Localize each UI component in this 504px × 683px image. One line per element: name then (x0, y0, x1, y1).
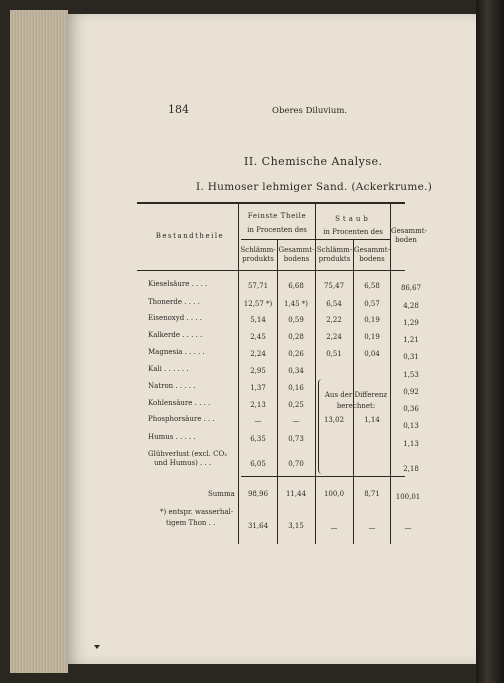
header-text: Gesammt- (278, 246, 315, 254)
cell-staub-schlaemm: 2,24 (326, 333, 342, 341)
cell-feinste-schlaemm: 12,57 *) (243, 300, 273, 308)
cell-total: 1,21 (403, 336, 419, 344)
cell-staub-schlaemm: 75,47 (323, 282, 345, 290)
cell-feinste-gesammt: 0,34 (288, 367, 304, 375)
footnote-staub-schlaemm: — (330, 524, 338, 532)
row-label: Eisenoxyd . . . . (148, 314, 202, 322)
header-staub: Staub (335, 215, 371, 223)
cell-total: 4,28 (403, 302, 419, 310)
running-title: Oberes Diluvium. (272, 106, 348, 116)
cell-feinste-gesammt: 0,70 (288, 460, 304, 468)
row-label: Glühverlust (excl. CO₂ (148, 450, 227, 458)
cell-feinste-gesammt: 0,73 (288, 435, 304, 443)
background-edge (476, 0, 504, 683)
cell-feinste-gesammt: 6,68 (288, 282, 304, 290)
cell-staub-gesammt: 6,58 (364, 282, 380, 290)
header-schlaemm-staub (316, 246, 353, 264)
cell-feinste-gesammt: 1,45 *) (283, 300, 309, 308)
cell-feinste-schlaemm: 57,71 (247, 282, 269, 290)
row-label: Magnesia . . . . . (148, 348, 205, 356)
header-text: Gesammt- (391, 227, 427, 235)
page-number: 184 (168, 103, 189, 116)
header-text: bodens (359, 254, 385, 263)
header-text: boden (395, 235, 417, 244)
sum-rule (241, 476, 405, 477)
book-page-edges (10, 10, 68, 673)
differenz-staub-schlaemm: 13,02 (323, 416, 345, 424)
cell-feinste-schlaemm: 2,24 (250, 350, 266, 358)
cell-total: 0,92 (403, 388, 419, 396)
header-text: produkts (242, 254, 274, 263)
cell-total: 1,13 (403, 440, 419, 448)
header-gesammtboden (391, 227, 427, 245)
differenz-note-line2: berechnet: (336, 402, 376, 410)
cell-total: 1,53 (403, 371, 419, 379)
cell-total: 0,31 (403, 353, 419, 361)
cell-feinste-gesammt: 0,28 (288, 333, 304, 341)
cell-staub-gesammt: 0,57 (364, 300, 380, 308)
header-staub-sub: in Procenten des (323, 228, 383, 236)
header-text: bodens (283, 254, 310, 263)
header-bottom-rule (137, 270, 405, 271)
cell-feinste-gesammt: 0,16 (288, 384, 304, 392)
cell-feinste-gesammt: 0,25 (288, 401, 304, 409)
row-label: Humus . . . . . (148, 433, 196, 441)
cell-feinste-schlaemm: 2,95 (250, 367, 266, 375)
page-mark-glyph (94, 645, 100, 649)
cell-staub-schlaemm: 0,51 (326, 350, 342, 358)
cell-feinste-gesammt: 0,59 (288, 316, 304, 324)
cell-total: 0,13 (403, 422, 419, 430)
cell-staub-gesammt: 0,04 (364, 350, 380, 358)
header-bestandtheile: Bestandtheile (155, 232, 225, 240)
summa-total: 100,01 (395, 493, 421, 501)
cell-total: 0,36 (403, 405, 419, 413)
differenz-note-line1: Aus der Differenz (324, 391, 388, 399)
cell-feinste-schlaemm: 6,35 (250, 435, 266, 443)
subheading: I. Humoser lehmiger Sand. (Ackerkrume.) (196, 181, 433, 193)
header-feinste-theile: Feinste Theile (247, 212, 307, 220)
cell-feinste-schlaemm: 2,45 (250, 333, 266, 341)
header-feinste-sub: in Procenten des (247, 226, 307, 234)
section-heading: II. Chemische Analyse. (244, 155, 383, 168)
footnote-feinste-gesammt: 3,15 (288, 522, 304, 530)
row-label: Phosphorsäure . . . (148, 415, 215, 423)
cell-feinste-gesammt: 0,26 (288, 350, 304, 358)
footnote-staub-gesammt: — (368, 524, 376, 532)
header-gesammt (278, 246, 315, 264)
row-label: Kalkerde . . . . . (148, 331, 203, 339)
summa-feinste-schlaemm: 98,96 (247, 490, 269, 498)
header-gesammt-staub (354, 246, 390, 264)
subheader-rule (241, 239, 391, 240)
footnote-total: — (404, 524, 412, 532)
cell-staub-gesammt: 0,19 (364, 333, 380, 341)
header-text: Schlämm- (240, 246, 276, 254)
col-rule (277, 240, 278, 544)
header-text: Schlämm- (316, 246, 353, 254)
cell-staub-schlaemm: 2,22 (326, 316, 342, 324)
cell-total: 86,67 (400, 284, 422, 292)
footnote-line2: tigem Thon . . (166, 519, 216, 527)
footnote-feinste-schlaemm: 31,64 (247, 522, 269, 530)
cell-staub-schlaemm: 6,54 (326, 300, 342, 308)
header-schlaemm (239, 246, 277, 264)
cell-feinste-schlaemm: 1,37 (250, 384, 266, 392)
cell-total: 2,18 (403, 465, 419, 473)
table-top-rule (137, 202, 405, 204)
header-text: Gesammt- (354, 246, 390, 254)
row-label: Kieselsäure . . . . (148, 280, 208, 288)
summa-label: Summa (208, 490, 235, 498)
cell-feinste-schlaemm: 5,14 (250, 316, 266, 324)
row-label: Thonerde . . . . (148, 298, 200, 306)
book-page (66, 14, 476, 664)
col-rule (390, 204, 391, 544)
cell-feinste-schlaemm: 6,05 (250, 460, 266, 468)
row-label: Natron . . . . . (148, 382, 196, 390)
cell-total: 1,29 (403, 319, 419, 327)
header-text: produkts (318, 254, 351, 263)
summa-staub-gesammt: 8,71 (364, 490, 380, 498)
summa-staub-schlaemm: 100,0 (323, 490, 345, 498)
row-label-continued: und Humus) . . . (154, 459, 212, 467)
differenz-staub-gesammt: 1,14 (364, 416, 380, 424)
cell-feinste-gesammt: — (292, 417, 300, 425)
cell-feinste-schlaemm: — (254, 417, 262, 425)
row-label: Kohlensäure . . . . (148, 399, 211, 407)
summa-feinste-gesammt: 11,44 (285, 490, 307, 498)
row-label: Kali . . . . . . (148, 365, 189, 373)
cell-feinste-schlaemm: 2,13 (250, 401, 266, 409)
footnote-line1: *) entspr. wasserhal- (160, 508, 234, 516)
cell-staub-gesammt: 0,19 (364, 316, 380, 324)
